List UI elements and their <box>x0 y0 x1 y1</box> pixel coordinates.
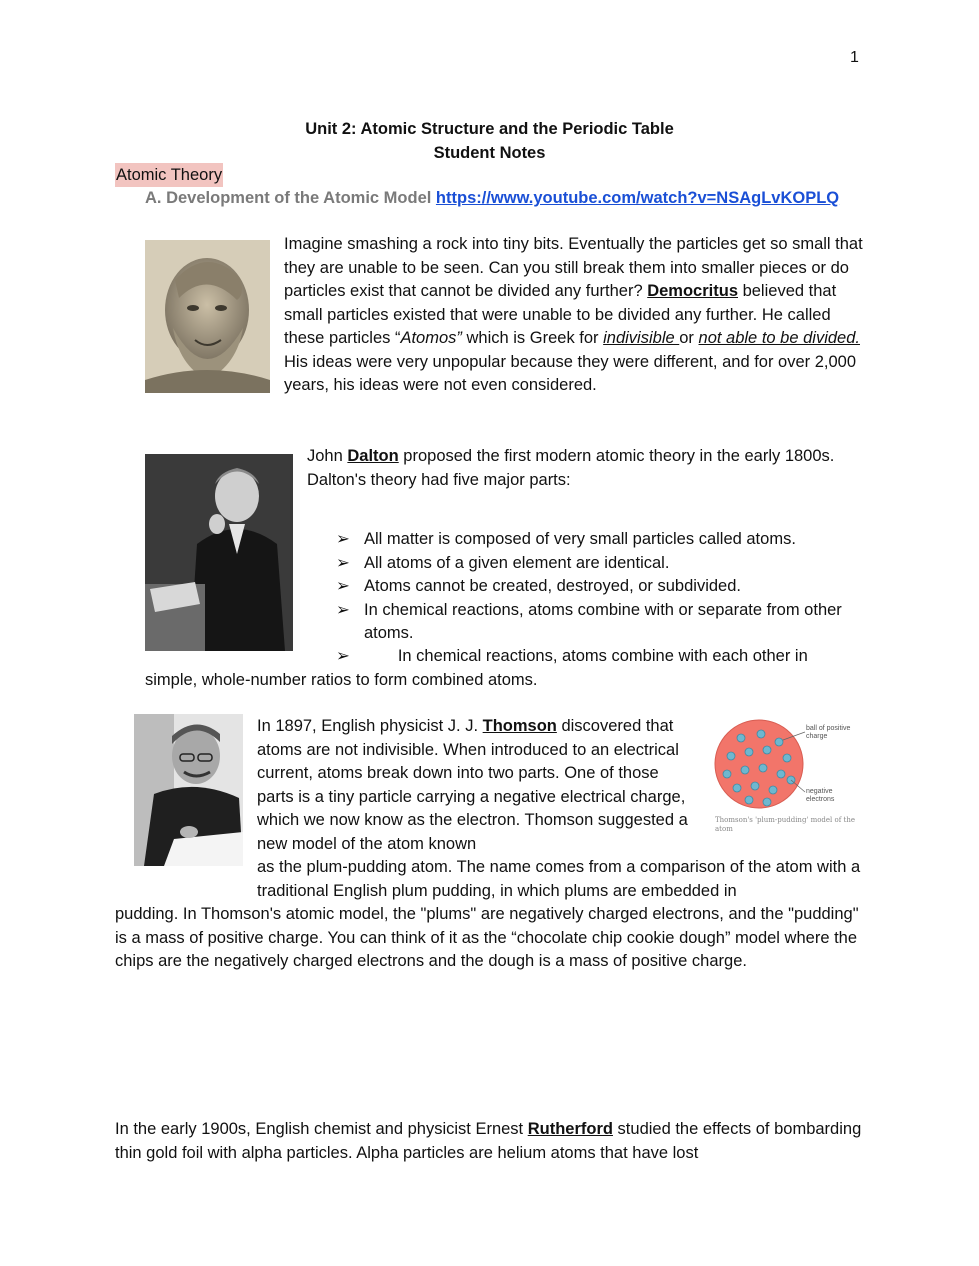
list-item: ➢ Atoms cannot be created, destroyed, or subdivided. <box>336 575 866 599</box>
democritus-text-5: His ideas were very unpopular because they were different, and for over 2,000 years, his ideas were not even considered. <box>284 352 857 394</box>
dalton-name: Dalton <box>347 447 399 465</box>
arrow-bullet-icon: ➢ <box>336 647 350 665</box>
thomson-paragraph-middle: as the plum-pudding atom. The name comes from a comparison of the atom with a traditional English plum pudding, in which plums are embedded in <box>257 858 861 900</box>
arrow-bullet-icon: ➢ <box>336 577 350 595</box>
thomson-name: Thomson <box>482 717 557 735</box>
rutherford-paragraph <box>115 1118 870 1165</box>
democritus-paragraph <box>284 233 864 398</box>
list-item: ➢ All atoms of a given element are identical. <box>336 552 866 576</box>
not-divided-term: not able to be divided. <box>698 329 860 347</box>
list-item: ➢ In chemical reactions, atoms combine with or separate from other atoms. <box>336 600 842 642</box>
rutherford-text-1: In the early 1900s, English chemist and physicist Ernest <box>115 1120 528 1138</box>
dalton-portrait <box>145 454 293 651</box>
democritus-text-1: Imagine smashing a rock into tiny bits. Eventually the particles get so small that they are unable to be seen. Can you still break them into smaller pieces or do particles exist that cannot be divided any further? <box>284 235 863 300</box>
plum-pudding-diagram <box>713 718 863 838</box>
document-title <box>0 117 979 165</box>
diagram-label-positive-charge: ball of positive charge <box>806 725 851 740</box>
title-line-2: Student Notes <box>433 144 546 162</box>
dalton-theory-list <box>336 528 866 646</box>
rutherford-text-2: studied the effects of bombarding thin gold foil with alpha particles. Alpha particles are helium atoms that have lost <box>115 1120 862 1162</box>
indivisible-term: indivisible <box>603 329 680 347</box>
dalton-last-bullet-a: In chemical reactions, atoms combine with each other in <box>397 647 808 665</box>
dalton-intro <box>307 445 867 492</box>
dalton-text-1: John <box>307 447 348 465</box>
subsection-label: A. Development of the Atomic Model <box>145 189 432 207</box>
dalton-text-2: proposed the first modern atomic theory in the early 1800s. <box>398 447 835 465</box>
atomos-term: Atomos” <box>400 329 462 347</box>
diagram-caption: Thomson's 'plum-pudding' model of the atom <box>715 816 856 833</box>
title-line-1: Unit 2: Atomic Structure and the Periodic Table <box>305 120 674 138</box>
rutherford-name: Rutherford <box>527 1120 613 1138</box>
dalton-theory-intro: Dalton's theory had five major parts: <box>307 470 571 489</box>
thomson-paragraph-top <box>257 715 697 856</box>
list-item: ➢ All matter is composed of very small particles called atoms. <box>336 528 866 552</box>
democritus-text-4: or <box>679 329 699 347</box>
democritus-text-2: believed that small particles existed that were unable to be divided any further. He called these particles “ <box>284 282 837 347</box>
thomson-text-1: In 1897, English physicist J. J. <box>257 717 483 735</box>
arrow-bullet-icon: ➢ <box>336 553 350 572</box>
democritus-text-3: which is Greek for <box>461 329 604 347</box>
democritus-portrait <box>145 240 270 393</box>
democritus-name: Democritus <box>647 282 738 300</box>
subsection-heading <box>145 186 839 210</box>
page-number: 1 <box>850 49 859 66</box>
youtube-link[interactable]: https://www.youtube.com/watch?v=NSAgLvKOPLQ <box>435 189 840 207</box>
dalton-last-bullet-continued: simple, whole-number ratios to form combined atoms. <box>145 671 538 689</box>
arrow-bullet-icon: ➢ <box>336 600 350 619</box>
thomson-text-2: discovered that atoms are not indivisible. When introduced to an electrical current, atoms break down into two parts. One of those parts is a tiny particle carrying a negative electrical charge, which we now know as the electron. Thomson suggested a new model of the atom known <box>257 717 688 853</box>
diagram-label-negative-electrons: negative electrons <box>806 788 835 803</box>
dalton-last-bullet <box>336 645 808 669</box>
thomson-paragraph-bottom: pudding. In Thomson's atomic model, the "plums" are negatively charged electrons, and the "pudding" is a mass of positive charge. You can think of it as the “chocolate chip cookie dough” model where the chips are the negatively charged electrons and the dough is a mass of positive charge. <box>115 905 859 970</box>
arrow-bullet-icon: ➢ <box>336 530 350 548</box>
section-heading-atomic-theory: Atomic Theory <box>115 163 223 187</box>
thomson-portrait <box>134 714 243 866</box>
